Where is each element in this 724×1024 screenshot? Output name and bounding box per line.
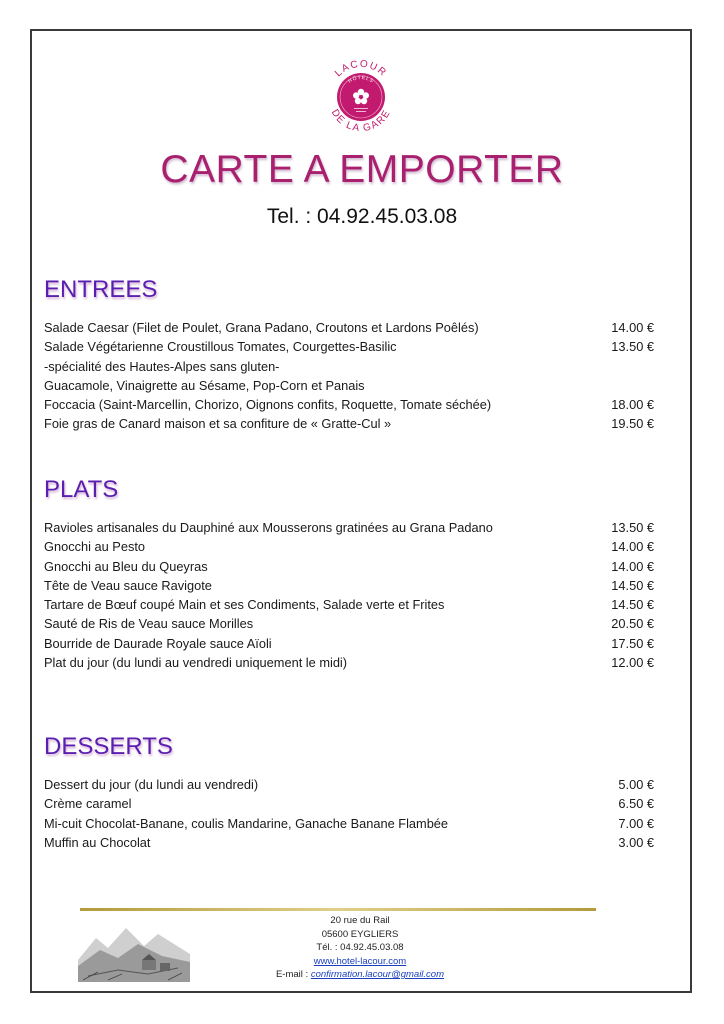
menu-item [44,557,654,576]
menu-item-name: Muffin au Chocolat [44,834,151,850]
menu-item-price: 5.00 € [618,777,654,792]
menu-item-name: Sauté de Ris de Veau sauce Morilles [44,616,254,632]
menu-item [44,357,654,376]
menu-item-price: 20.50 € [611,616,654,632]
menu-item [44,537,654,556]
menu-item [44,634,654,653]
logo-bottom-text: DE LA GARE [328,107,394,135]
page-title: CARTE A EMPORTER [160,148,564,191]
menu-item [44,814,654,833]
menu-item-price: 13.50 € [611,339,654,355]
menu-item-name: Gnocchi au Bleu du Queyras [44,558,208,574]
plats-list [44,518,654,672]
hotel-logo [321,57,401,137]
menu-item [44,614,654,633]
menu-item-name: Crème caramel [44,796,132,812]
menu-item [44,794,654,813]
menu-item-name: Salade Végétarienne Croustillous Tomates, Courgettes-Basilic [44,339,397,355]
menu-item [44,318,654,337]
menu-item-price: 14.00 € [611,558,654,574]
menu-item-name: Guacamole, Vinaigrette au Sésame, Pop-Corn et Panais [44,377,365,393]
menu-item [44,576,654,595]
menu-item-price: 7.00 € [618,815,654,831]
menu-item-price: 14.00 € [611,539,654,555]
menu-item-price: 17.50 € [611,635,654,651]
logo-top-text: LACOUR [333,58,389,80]
menu-item-name: Mi-cuit Chocolat-Banane, coulis Mandarine, Ganache Banane Flambée [44,815,449,831]
menu-item-name: Salade Caesar (Filet de Poulet, Grana Padano, Croutons et Lardons Poêlés) [44,320,479,335]
menu-item [44,595,654,614]
menu-item-name: -spécialité des Hautes-Alpes sans gluten- [44,358,280,374]
menu-item-price: 13.50 € [611,520,654,535]
menu-item [44,414,654,433]
menu-item-name: Foccacia (Saint-Marcellin, Chorizo, Oignons confits, Roquette, Tomate séchée) [44,397,492,413]
phone-number: Tel. : 04.92.45.03.08 [266,205,458,228]
menu-item [44,833,654,852]
website-link[interactable]: www.hotel-lacour.com [313,955,407,967]
menu-item-name: Plat du jour (du lundi au vendredi uniquement le midi) [44,655,348,671]
footer-address [190,914,530,982]
menu-item-name: Bourride de Daurade Royale sauce Aïoli [44,635,272,651]
section-title-entrees: ENTREES [44,276,158,303]
menu-item-name: Ravioles artisanales du Dauphiné aux Mousserons gratinées au Grana Padano [44,520,493,535]
entrees-list [44,318,654,434]
menu-item-price: 19.50 € [611,416,654,432]
menu-item-name: Dessert du jour (du lundi au vendredi) [44,777,259,792]
menu-item-price: 14.50 € [611,577,654,593]
menu-item [44,395,654,414]
email-link[interactable]: confirmation.lacour@gmail.com [310,969,445,980]
village-engraving [78,920,190,982]
section-title-plats: PLATS [44,476,119,503]
menu-item-name: Tête de Veau sauce Ravigote [44,577,212,593]
menu-item-name: Tartare de Bœuf coupé Main et ses Condiments, Salade verte et Frites [44,597,445,613]
menu-item [44,376,654,395]
menu-item [44,775,654,794]
address-city: 05600 EYGLIERS [321,928,399,940]
logo-inner-text: HÔTELS [347,74,375,85]
menu-item-price: 6.50 € [618,796,654,812]
desserts-list [44,775,654,852]
menu-item [44,337,654,356]
menu-item-price: 12.00 € [611,655,654,671]
footer-divider [80,908,596,911]
menu-item-name: Gnocchi au Pesto [44,539,146,555]
menu-item-price: 18.00 € [611,397,654,413]
email-label: E-mail : [275,969,311,980]
address-phone: Tél. : 04.92.45.03.08 [316,942,404,953]
menu-item-price: 14.00 € [611,320,654,335]
section-title-desserts: DESSERTS [44,733,173,760]
menu-item-name: Foie gras de Canard maison et sa confiture de « Gratte-Cul » [44,416,392,432]
menu-item [44,518,654,537]
address-street: 20 rue du Rail [330,915,390,926]
menu-item-price: 14.50 € [611,597,654,613]
menu-item [44,653,654,672]
menu-item-price: 3.00 € [618,834,654,850]
